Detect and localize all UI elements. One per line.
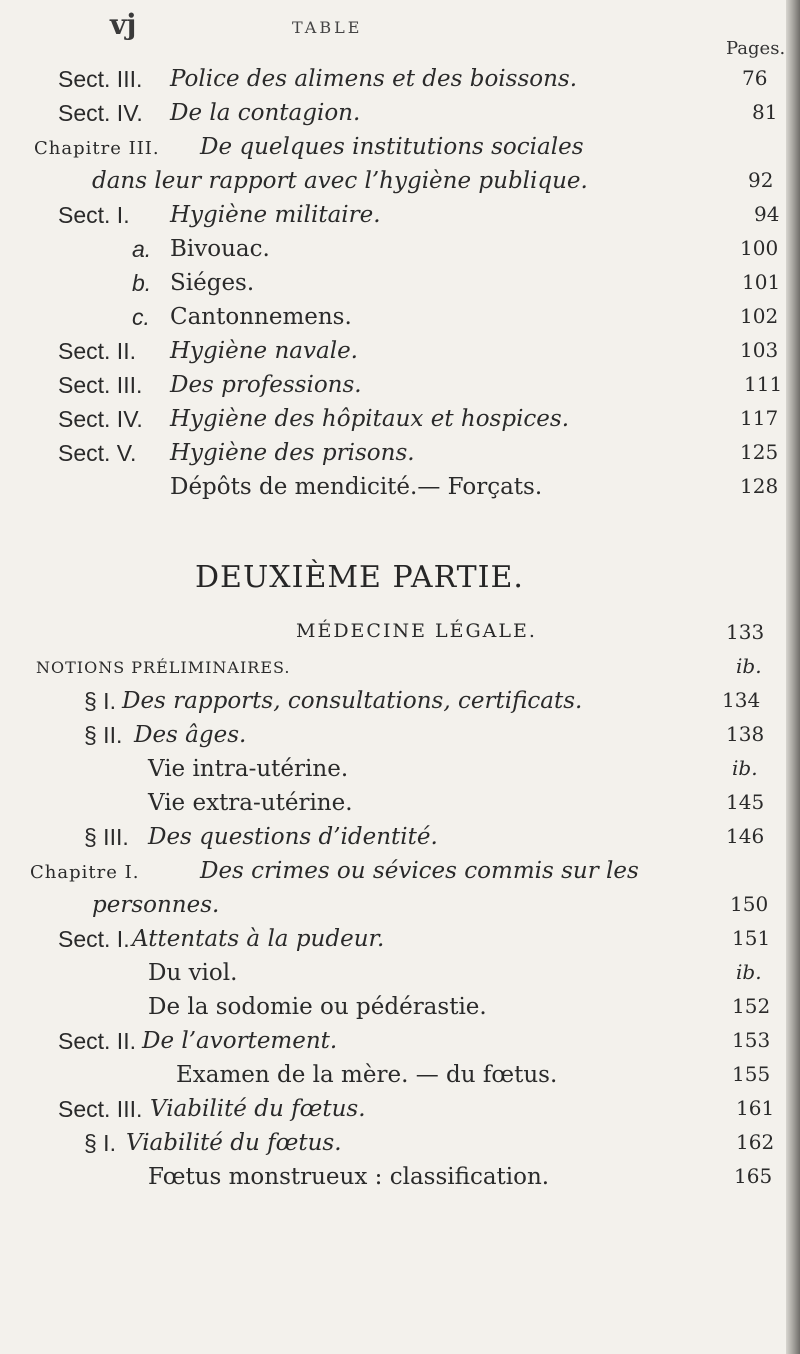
- toc-entry-page: 138: [726, 722, 765, 746]
- toc-entry-page: 134: [722, 688, 761, 712]
- toc-entry: [0, 1096, 790, 1130]
- toc-entry-page: 161: [736, 1096, 775, 1120]
- toc-entry-page: 94: [754, 202, 780, 226]
- toc-entry-title: De la sodomie ou pédérastie.: [148, 994, 487, 1020]
- toc-entry-label: § III.: [84, 824, 129, 850]
- toc-entry-page: ib.: [732, 756, 758, 780]
- toc-entry-title: Hygiène militaire.: [170, 202, 381, 228]
- toc-entry: [0, 270, 790, 304]
- toc-entry: [0, 372, 790, 406]
- toc-entry-page: 150: [730, 892, 769, 916]
- toc-entry-label: Sect. II.: [58, 338, 136, 364]
- toc-entry-continuation: [0, 892, 790, 926]
- toc-entry-label: Sect. III.: [58, 372, 143, 398]
- toc-entry-page: 125: [740, 440, 779, 464]
- toc-entry-title: Viabilité du fœtus.: [150, 1096, 366, 1122]
- toc-entry: [0, 994, 790, 1028]
- toc-entry-page: ib.: [736, 654, 762, 678]
- toc-entry-title: personnes.: [92, 892, 220, 918]
- toc-entry: [0, 1062, 790, 1096]
- toc-entry-label: a.: [132, 236, 152, 262]
- toc-entry-title: Hygiène navale.: [170, 338, 358, 364]
- toc-entry-title: Des professions.: [170, 372, 362, 398]
- toc-entry-page: 128: [740, 474, 779, 498]
- toc-entry-page: 165: [734, 1164, 773, 1188]
- running-title: TABLE: [292, 18, 363, 37]
- toc-entry: [0, 790, 790, 824]
- toc-entry-title: Vie extra-utérine.: [148, 790, 353, 816]
- toc-entry-label: § II.: [84, 722, 123, 748]
- toc-entry: [0, 960, 790, 994]
- part-heading: DEUXIÈME PARTIE.: [195, 560, 524, 595]
- toc-entry-label: Sect. III.: [58, 1096, 143, 1122]
- toc-entry-page: 146: [726, 824, 765, 848]
- toc-entry-page: 117: [740, 406, 779, 430]
- toc-entry-title: Des rapports, consultations, certificats.: [122, 688, 583, 714]
- toc-section-heading: [0, 620, 790, 654]
- toc-entry-page: ib.: [736, 960, 762, 984]
- toc-entry-page: 81: [752, 100, 778, 124]
- toc-entry-label: Sect. III.: [58, 66, 143, 92]
- toc-entry: [0, 1130, 790, 1164]
- toc-entry-title: Examen de la mère. — du fœtus.: [176, 1062, 558, 1088]
- toc-entry-page: 133: [726, 620, 765, 644]
- toc-entry: [0, 824, 790, 858]
- toc-entry-page: 92: [748, 168, 774, 192]
- page-header: [0, 8, 800, 42]
- toc-entry-page: 103: [740, 338, 779, 362]
- toc-entry-label: Sect. I.: [58, 202, 130, 228]
- toc-entry: [0, 100, 790, 134]
- toc-entry-title: De l’avortement.: [142, 1028, 338, 1054]
- toc-chapter-entry: [0, 858, 790, 892]
- toc-entry-page: 162: [736, 1130, 775, 1154]
- toc-entry-title: Viabilité du fœtus.: [126, 1130, 342, 1156]
- toc-entry-label: Sect. IV.: [58, 100, 143, 126]
- toc-entry-title: Cantonnemens.: [170, 304, 352, 330]
- toc-entry-label: Sect. II.: [58, 1028, 136, 1054]
- toc-entry-label: c.: [132, 304, 150, 330]
- toc-entry-page: 155: [732, 1062, 771, 1086]
- toc-entry-label: Sect. IV.: [58, 406, 143, 432]
- toc-entry-page: 100: [740, 236, 779, 260]
- toc-entry-page: 76: [742, 66, 768, 90]
- toc-entry-title: Vie intra-utérine.: [148, 756, 349, 782]
- toc-entry-title: Hygiène des prisons.: [170, 440, 415, 466]
- toc-entry-page: 111: [744, 372, 783, 396]
- page-folio: vj: [110, 8, 137, 41]
- toc-entry-title: De quelques institutions sociales: [200, 134, 584, 160]
- toc-entry: [0, 722, 790, 756]
- toc-entry: [0, 66, 790, 100]
- toc-entry: [0, 654, 790, 688]
- toc-entry: [0, 304, 790, 338]
- toc-entry-continuation: [0, 168, 790, 202]
- toc-entry-label: § I.: [84, 1130, 116, 1156]
- toc-entry-title: Des questions d’identité.: [148, 824, 438, 850]
- toc-entry-label: Sect. V.: [58, 440, 137, 466]
- toc-entry: [0, 1028, 790, 1062]
- toc-entry-label: Sect. I.: [58, 926, 130, 952]
- toc-entry-page: 151: [732, 926, 771, 950]
- toc-entry-title: Du viol.: [148, 960, 238, 986]
- toc-entry-page: 101: [742, 270, 781, 294]
- toc-entry-label: § I.: [84, 688, 116, 714]
- toc-entry-title: Police des alimens et des boissons.: [170, 66, 578, 92]
- toc-entry-page: 145: [726, 790, 765, 814]
- toc-entry-title: dans leur rapport avec l’hygiène publique.: [92, 168, 588, 194]
- toc-entry: [0, 688, 790, 722]
- toc-entry: [0, 202, 790, 236]
- toc-entry: [0, 756, 790, 790]
- toc-entry-label: NOTIONS PRÉLIMINAIRES.: [36, 658, 291, 677]
- toc-entry-title: Siéges.: [170, 270, 255, 296]
- toc-entry: [0, 1164, 790, 1198]
- toc-entry: [0, 440, 790, 474]
- toc-entry-page: 153: [732, 1028, 771, 1052]
- toc-entry: [0, 926, 790, 960]
- toc-entry-title: Fœtus monstrueux : classification.: [148, 1164, 550, 1190]
- pages-column-label: Pages.: [726, 38, 786, 59]
- toc-entry: [0, 338, 790, 372]
- toc-entry-label: Chapitre III.: [34, 138, 160, 159]
- toc-entry-title: Hygiène des hôpitaux et hospices.: [170, 406, 570, 432]
- toc-entry-title: De la contagion.: [170, 100, 361, 126]
- toc-entry: [0, 406, 790, 440]
- toc-entry-title: Attentats à la pudeur.: [132, 926, 385, 952]
- toc-entry-label: b.: [132, 270, 152, 296]
- toc-entry-title: Bivouac.: [170, 236, 270, 262]
- toc-entry: [0, 236, 790, 270]
- toc-entry-page: 102: [740, 304, 779, 328]
- toc-entry-title: Des âges.: [134, 722, 247, 748]
- toc-entry-title: Des crimes ou sévices commis sur les: [200, 858, 639, 884]
- toc-chapter-entry: [0, 134, 790, 168]
- toc-entry: [0, 474, 790, 508]
- toc-entry-label: Chapitre I.: [30, 862, 140, 883]
- toc-entry-title: MÉDECINE LÉGALE.: [296, 620, 537, 642]
- toc-entry-title: Dépôts de mendicité.— Forçats.: [170, 474, 543, 500]
- toc-entry-page: 152: [732, 994, 771, 1018]
